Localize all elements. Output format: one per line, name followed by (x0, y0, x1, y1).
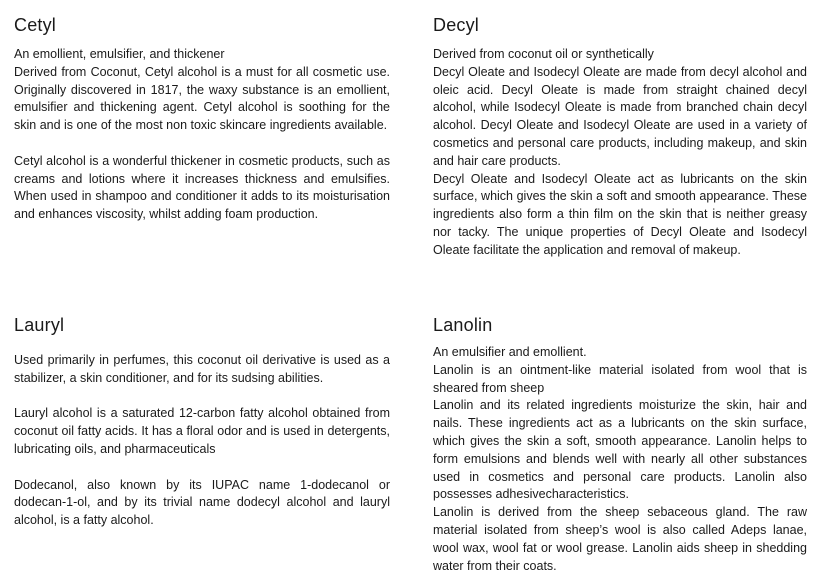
cetyl-heading: Cetyl (14, 15, 57, 35)
section-cetyl (14, 14, 390, 224)
lauryl-paragraph-1: Lauryl alcohol is a saturated 12-carbon fatty alcohol obtained from coconut oil fatty acids. It has a floral odor and is used in detergents, lubricating oils, and pharmaceuticals (14, 406, 390, 456)
lanolin-paragraph-2: Lanolin and its related ingredients moisturize the skin, hair and nails. These ingredients act as a lubricants on the skin surface, which gives the skin a soft, smooth appearance. Lanolin helps to form emulsions and blends well with nearly all other substances used in cosmetics and personal care products. Lanolin also possesses adhesivecharacteristics. (433, 398, 807, 502)
lanolin-heading: Lanolin (433, 315, 493, 335)
lauryl-paragraph-2: Dodecanol, also known by its IUPAC name 1-dodecanol or dodecan-1-ol, and by its trivial name dodecyl alcohol and lauryl alcohol, is a fatty alcohol. (14, 477, 390, 528)
decyl-summary: Derived from coconut oil or synthetically (433, 47, 654, 61)
cetyl-summary: An emollient, emulsifier, and thickener (14, 47, 225, 61)
lauryl-heading: Lauryl (14, 315, 65, 335)
cetyl-paragraph-2: Cetyl alcohol is a wonderful thickener in cosmetic products, such as creams and lotions where it increases thickness and emulsifies. When used in shampoo and conditioner it adds to its moisturisation and enhances viscosity, whilst adding foam production. (14, 153, 390, 222)
lanolin-summary: An emulsifier and emollient. (433, 345, 587, 359)
lanolin-paragraph-1: Lanolin is an ointment-like material isolated from wool that is sheared from sheep (433, 362, 807, 395)
decyl-paragraph-1: Decyl Oleate and Isodecyl Oleate are made from decyl alcohol and oleic acid. Decyl Oleate is made from straight chained decyl alcohol, while Isodecyl Oleate is made from branched chain decyl alcohol. Decyl Oleate and Isodecyl Oleate are used in a variety of cosmetics and personal care products, including makeup, and skin and hair care products. (433, 64, 807, 168)
cetyl-paragraph-1: Derived from Coconut, Cetyl alcohol is a must for all cosmetic use. Originally discovered in 1817, the waxy substance is an emollient, emulsifier and thickening agent. Cetyl alcohol is soothing for the skin and is one of the most non toxic skincare ingredients available. (14, 64, 390, 133)
section-lauryl (14, 314, 390, 530)
decyl-paragraph-2: Decyl Oleate and Isodecyl Oleate act as lubricants on the skin surface, which gives the skin a soft and smooth appearance. These ingredients also form a thin film on the skin that is neither greasy nor tacky. The unique properties of Decyl Oleate and Isodecyl Oleate facilitate the application and removal of makeup. (433, 171, 807, 257)
section-lanolin (433, 314, 807, 575)
lauryl-summary: Used primarily in perfumes, this coconut oil derivative is used as a stabilizer, a skin conditioner, and for its sudsing abilities. (14, 353, 390, 385)
section-decyl (433, 14, 807, 260)
lanolin-paragraph-3: Lanolin is derived from the sheep sebaceous gland. The raw material isolated from sheep’s wool is also called Adeps lanae, wool wax, wool fat or wool grease. Lanolin aids sheep in shedding water from their coats. (433, 505, 807, 573)
decyl-heading: Decyl (433, 15, 480, 35)
